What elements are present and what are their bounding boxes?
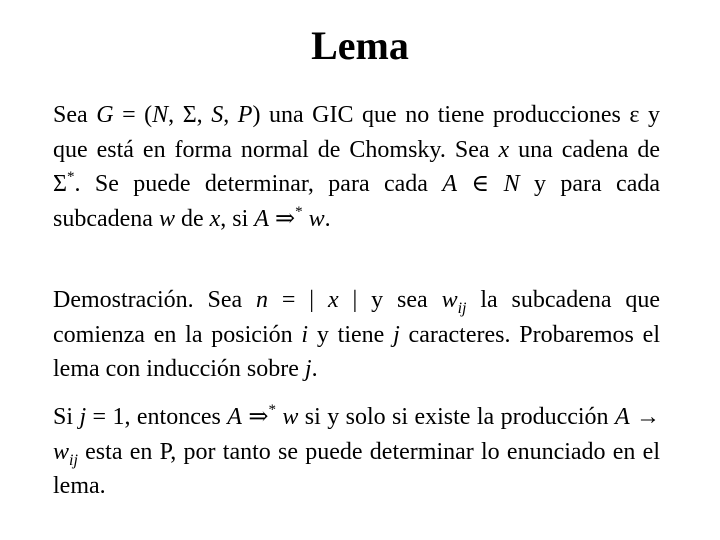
text-run: . bbox=[311, 356, 318, 382]
text-run: = 1, entonces bbox=[86, 404, 228, 430]
lemma-statement bbox=[53, 98, 660, 236]
math-var: P bbox=[237, 102, 253, 128]
math-var: i bbox=[301, 321, 309, 348]
text-run: | y sea bbox=[338, 287, 442, 313]
text-run: = ( bbox=[113, 102, 153, 128]
math-var: N bbox=[152, 102, 169, 128]
slide-title: Lema bbox=[311, 23, 409, 68]
math-var: w bbox=[282, 404, 299, 430]
math-var: G bbox=[96, 102, 114, 128]
text-run: , si bbox=[220, 205, 255, 232]
text-run: de bbox=[174, 205, 210, 232]
math-var: A bbox=[227, 404, 242, 430]
math-var: x bbox=[498, 136, 510, 163]
text-run: = | bbox=[268, 287, 328, 313]
production-arrow-icon: → bbox=[629, 404, 661, 430]
text-run: caracteres. Probaremos el lema con inducción sobre bbox=[53, 321, 661, 382]
text-run: esta en P, por tanto se puede determinar lo enunciado en el lema. bbox=[53, 438, 660, 499]
math-var: A bbox=[614, 404, 630, 430]
text-run: la subcadena que comienza en la posición bbox=[53, 287, 661, 348]
text-run: , Σ, bbox=[168, 102, 212, 128]
math-var: A bbox=[442, 171, 458, 197]
subscript: ij bbox=[69, 451, 78, 469]
text-run: Sea bbox=[53, 102, 97, 128]
math-var: w bbox=[308, 205, 325, 232]
math-var: S bbox=[211, 102, 224, 128]
math-var: j bbox=[79, 404, 87, 430]
superscript: * bbox=[66, 169, 75, 185]
math-var: j bbox=[393, 321, 400, 348]
text-run: , bbox=[223, 102, 238, 128]
derives-arrow-icon: ⇒ bbox=[241, 404, 269, 430]
math-var: N bbox=[503, 171, 520, 197]
math-var: n bbox=[256, 287, 269, 313]
math-var: A bbox=[254, 205, 269, 232]
math-var: j bbox=[304, 356, 312, 382]
text-run: si y solo si existe la producción bbox=[298, 404, 615, 430]
subscript: ij bbox=[457, 300, 467, 317]
text-run: . bbox=[324, 205, 331, 232]
derives-arrow-icon: ⇒ bbox=[268, 205, 296, 232]
superscript: * bbox=[268, 402, 276, 418]
superscript: * bbox=[295, 203, 303, 220]
text-run: y tiene bbox=[308, 321, 394, 348]
text-run: . Se puede determinar, para cada bbox=[74, 171, 443, 197]
text-run: Si bbox=[53, 404, 80, 430]
math-var: x bbox=[327, 287, 339, 313]
text-run: Demostración. Sea bbox=[53, 287, 257, 313]
math-var: w bbox=[53, 438, 70, 465]
math-var: x bbox=[209, 205, 221, 232]
text-run: y para cada subcadena bbox=[53, 171, 660, 232]
text-run: ∈ bbox=[457, 171, 504, 197]
base-case-paragraph bbox=[53, 400, 660, 504]
text-run: una cadena de Σ bbox=[53, 136, 660, 197]
text-run: ) una GIC que no tiene producciones ε y que está en forma normal de Chomsky. Sea bbox=[53, 102, 661, 163]
math-var: w bbox=[441, 287, 458, 313]
proof-paragraph bbox=[53, 283, 660, 387]
math-var: w bbox=[158, 205, 175, 232]
